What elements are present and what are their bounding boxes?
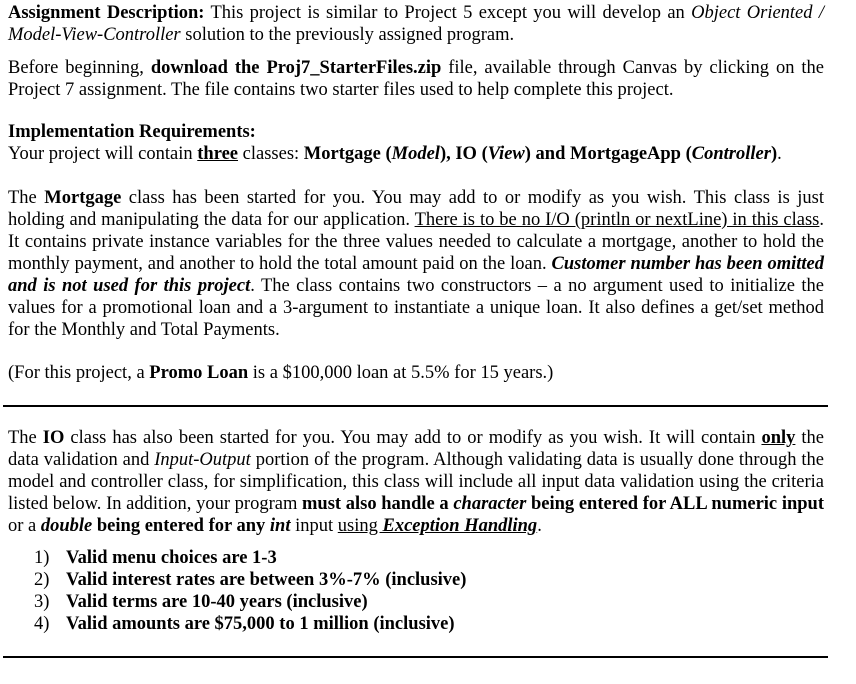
text-run: There is to be no I/O (println or nextLine) in this class [414, 210, 820, 230]
text-run: portion of the program. Although validating data is usually done through the model and controller class, for simplification, this class will include all input data validation using the criteria listed below. In addition, your program [8, 450, 824, 514]
text-run: Your project will contain [8, 144, 198, 164]
list-text: Valid interest rates are between 3%-7% (inclusive) [66, 570, 467, 590]
text-run: only [761, 428, 796, 448]
list-number: 4) [34, 614, 50, 634]
text-run: ) [770, 144, 778, 164]
text-run: Before beginning, [8, 58, 151, 78]
text-run: solution to the previously assigned program. [180, 25, 515, 45]
text-run: is a $100,000 loan at 5.5% for 15 years.) [248, 363, 554, 383]
text-run: Model [391, 144, 440, 164]
divider [3, 405, 828, 407]
text-run: ) and MortgageApp ( [524, 144, 692, 164]
text-run: Promo Loan [149, 363, 249, 383]
text-run: three [197, 144, 239, 164]
assignment-description [8, 2, 824, 46]
text-run: Exception Handling [382, 516, 538, 536]
text-run: class has also been started for you. You may add to or modify as you wish. It will contain [64, 428, 762, 448]
list-text: Valid menu choices are 1-3 [66, 548, 277, 568]
text-run: . It contains private instance variables for the three values needed to calculate a mortgage, another to hold the monthly payment, and another to hold the total amount paid on the loan. [8, 210, 824, 274]
text-run: the data validation and [8, 428, 825, 470]
mortgage-class-paragraph [8, 187, 824, 341]
text-run: . [537, 516, 542, 536]
text-run: int [269, 516, 291, 536]
text-run: . The class contains two constructors – a no argument used to initialize the values for a promotional loan and a 3-argument to instantiate a unique loan. It also defines a get/set method for the Monthly and Total Payments. [8, 276, 825, 340]
text-run: IO [42, 428, 65, 448]
text-run: double [40, 516, 93, 536]
download-instruction: download the Proj7_StarterFiles.zip [150, 58, 442, 78]
assignment-label: Assignment Description: [8, 3, 205, 23]
text-run: Customer number has been omitted and is not used for this project [8, 254, 824, 296]
text-run: Mortgage ( [303, 144, 392, 164]
text-run: (For this project, a [8, 363, 150, 383]
before-beginning-paragraph [8, 57, 824, 101]
text-run: classes: [238, 144, 304, 164]
text-run: . [777, 144, 782, 164]
list-item [34, 547, 814, 569]
text-run: character [453, 494, 527, 514]
validation-rules-list [34, 547, 814, 635]
list-item [34, 613, 814, 635]
text-run: class has been started for you. You may add to or modify as you wish. This class is just holding and manipulating the data for our application. [8, 188, 825, 230]
implementation-requirements [8, 121, 824, 165]
text-run: View [487, 144, 525, 164]
list-number: 2) [34, 570, 50, 590]
text-run: Input-Output [154, 450, 251, 470]
text-run: being entered for any [92, 516, 270, 536]
text-run: The [8, 428, 43, 448]
list-item [34, 569, 814, 591]
list-number: 3) [34, 592, 50, 612]
text-run: using [337, 516, 383, 536]
io-class-paragraph [8, 427, 824, 537]
text-run: input [290, 516, 338, 536]
text-run: The [8, 188, 45, 208]
list-text: Valid amounts are $75,000 to 1 million (inclusive) [66, 614, 455, 634]
text-run: must also handle a [302, 494, 454, 514]
text-run: file, available through Canvas by clicking on the Project 7 assignment. The file contains two starter files used to help complete this project. [8, 58, 824, 100]
text-run: being entered for ALL numeric input [526, 494, 824, 514]
list-item [34, 591, 814, 613]
text-run: or a [8, 516, 41, 536]
text-run: Object Oriented / Model-View-Controller [8, 3, 824, 45]
divider [3, 656, 828, 658]
promo-loan-note [8, 362, 824, 384]
implementation-heading: Implementation Requirements: [8, 122, 256, 142]
text-run: ), IO ( [439, 144, 488, 164]
list-text: Valid terms are 10-40 years (inclusive) [66, 592, 368, 612]
list-number: 1) [34, 548, 50, 568]
text-run: Controller [691, 144, 771, 164]
text-run: Mortgage [44, 188, 122, 208]
text-run: This project is similar to Project 5 except you will develop an [204, 3, 692, 23]
